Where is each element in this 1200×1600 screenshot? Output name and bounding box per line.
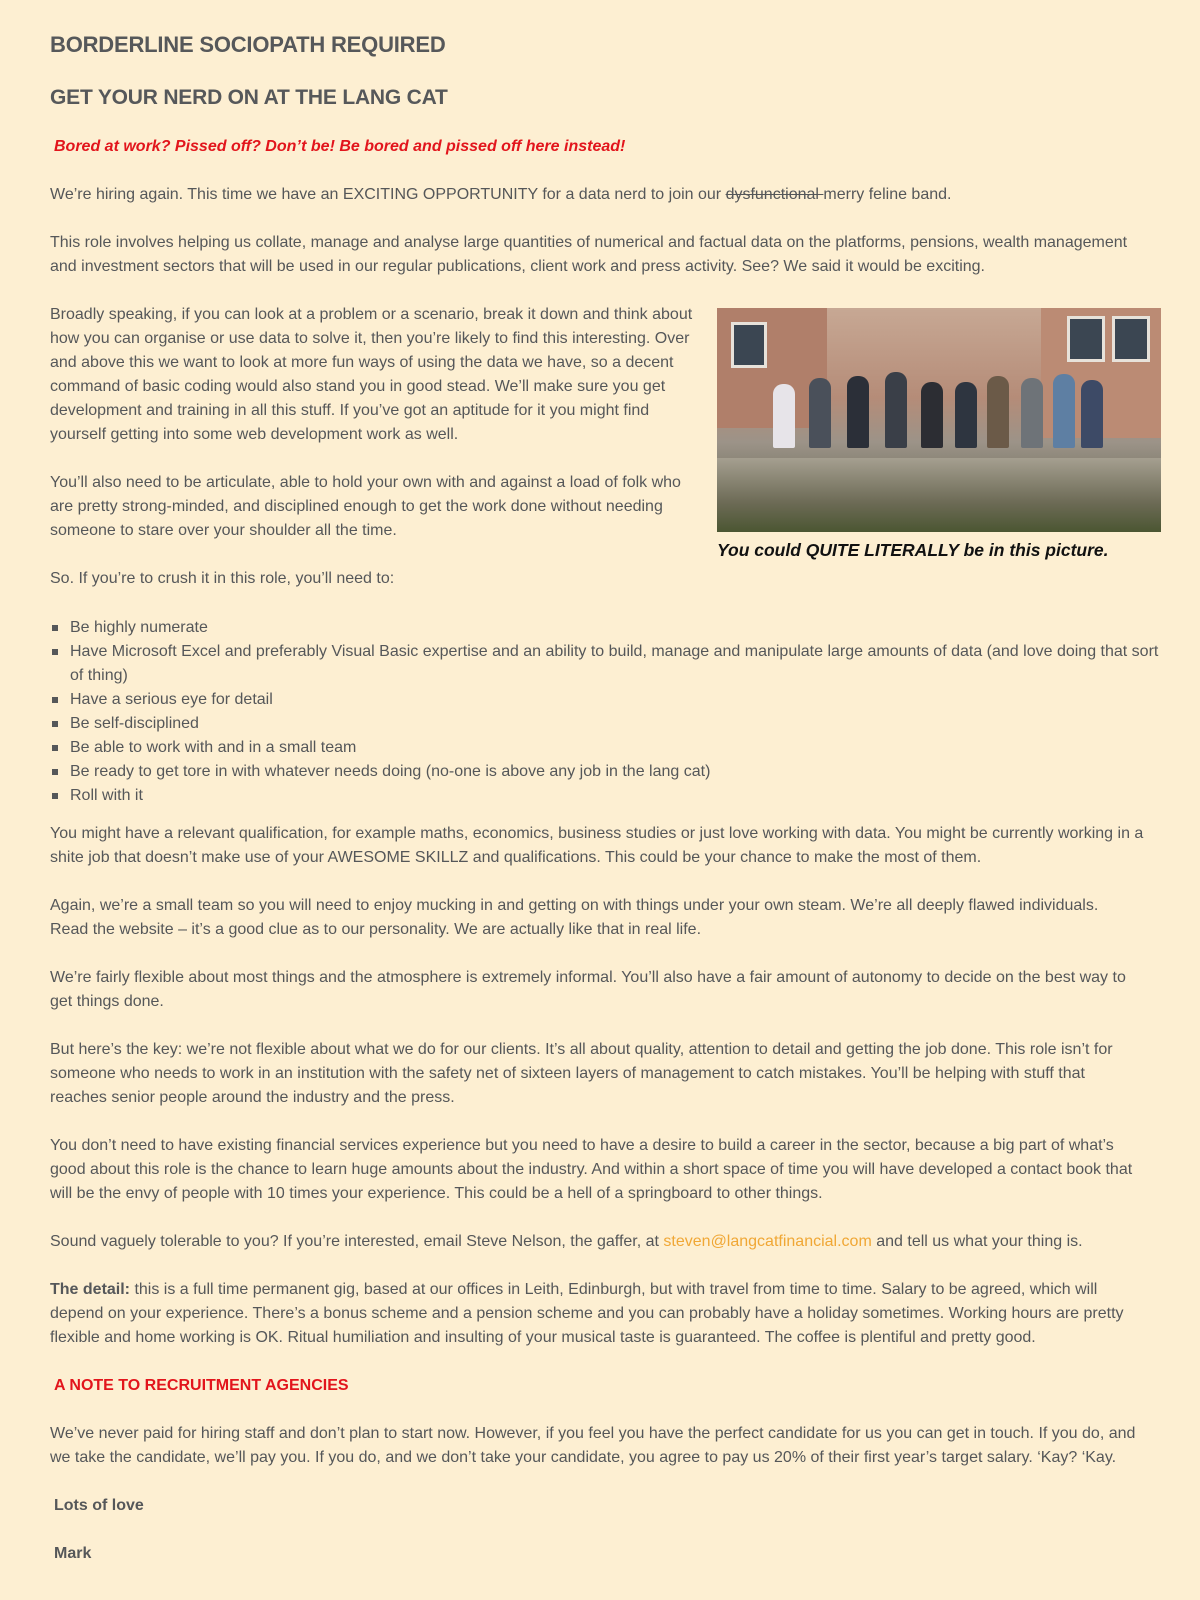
page-subtitle: GET YOUR NERD ON AT THE LANG CAT <box>50 86 448 109</box>
intro-text-after: merry feline band. <box>823 186 952 203</box>
list-item: Have a serious eye for detail <box>50 688 1170 712</box>
tagline: Bored at work? Pissed off? Don’t be! Be bored and pissed off here instead! <box>54 138 626 155</box>
photo-window <box>1112 316 1150 362</box>
contact-text-before: Sound vaguely tolerable to you? If you’re interested, email Steve Nelson, the gaffer, at <box>50 1233 664 1250</box>
page-title: BORDERLINE SOCIOPATH REQUIRED <box>50 32 446 57</box>
list-item: Be self-disciplined <box>50 712 1170 736</box>
photo-person <box>1021 378 1043 448</box>
list-item: Be highly numerate <box>50 616 1170 640</box>
requirements-list <box>50 616 1170 808</box>
team-photo-figure <box>717 308 1161 562</box>
photo-person <box>773 384 795 448</box>
photo-person <box>1053 374 1075 448</box>
detail-label: The detail: <box>50 1281 131 1298</box>
photo-person <box>1081 380 1103 448</box>
photo-window <box>1067 316 1105 362</box>
experience-paragraph: You don’t need to have existing financial services experience but you need to have a desire to build a career in the sector, because a big part of what’s good about this role is the chance to learn huge amounts about the industry. And within a short space of time you will have developed a contact book that will be the envy of people with 10 times your experience. This could be a hell of a springboard to other things. <box>50 1137 1133 1202</box>
list-item: Be able to work with and in a small team <box>50 736 1170 760</box>
photo-person <box>955 382 977 448</box>
detail-text: this is a full time permanent gig, based at our offices in Leith, Edinburgh, but with travel from time to time. Salary to be agreed, which will depend on your experience. There’s a bonus scheme and a pension scheme and you can probably have a holiday sometimes. Working hours are pretty flexible and home working is OK. Ritual humiliation and insulting of your musical taste is guaranteed. The coffee is plentiful and pretty good. <box>50 1281 1124 1346</box>
photo-person <box>885 372 907 448</box>
key-paragraph: But here’s the key: we’re not flexible about what we do for our clients. It’s all about quality, attention to detail and getting the job done. This role isn’t for someone who needs to work in an institution with the safety net of sixteen layers of management to catch mistakes. You’ll be helping with stuff that reaches senior people around the industry and the press. <box>50 1041 1113 1106</box>
photo-quay-wall <box>717 458 1161 532</box>
intro-struck-text: dysfunctional <box>725 186 824 203</box>
detail-paragraph <box>50 1278 1130 1350</box>
intro-paragraph <box>50 183 1170 207</box>
team-photo <box>717 308 1161 532</box>
intro-text-before: We’re hiring again. This time we have an EXCITING OPPORTUNITY for a data nerd to join our <box>50 186 726 203</box>
photo-caption: You could QUITE LITERALLY be in this picture. <box>717 540 1109 560</box>
crush-paragraph: So. If you’re to crush it in this role, you’ll need to: <box>50 570 395 587</box>
list-item: Have Microsoft Excel and preferably Visual Basic expertise and an ability to build, manage and manipulate large amounts of data (and love doing that sort of thing) <box>50 640 1170 688</box>
team-paragraph: Again, we’re a small team so you will need to enjoy mucking in and getting on with things under your own steam. We’re all deeply flawed individuals. Read the website – it’s a good clue as to our personality. We are actually like that in real life. <box>50 897 1099 938</box>
broadly-paragraph: Broadly speaking, if you can look at a problem or a scenario, break it down and think about how you can organise or use data to solve it, then you’re likely to find this interesting. Over and above this we want to look at more fun ways of using the data we have, so a decent command of basic coding would also stand you in good stead. We’ll make sure you get development and training in all this stuff. If you’ve got an aptitude for it you might find yourself getting into some web development work as well. <box>50 306 693 443</box>
contact-paragraph <box>50 1230 1160 1254</box>
photo-person <box>987 376 1009 448</box>
signature: Mark <box>54 1545 92 1562</box>
photo-person <box>809 378 831 448</box>
agencies-paragraph: We’ve never paid for hiring staff and don’t plan to start now. However, if you feel you have the perfect candidate for us you can get in touch. If you do, and we take the candidate, we’ll pay you. If you do, and we don’t take your candidate, you agree to pay us 20% of their first year’s target salary. ‘Kay? ‘Kay. <box>50 1425 1136 1466</box>
photo-person <box>847 376 869 448</box>
flexible-paragraph: We’re fairly flexible about most things and the atmosphere is extremely informal. You’ll also have a fair amount of autonomy to decide on the best way to get things done. <box>50 969 1126 1010</box>
articulate-paragraph: You’ll also need to be articulate, able to hold your own with and against a load of folk who are pretty strong-minded, and disciplined enough to get the work done without needing someone to stare over your shoulder all the time. <box>50 474 681 539</box>
list-item: Be ready to get tore in with whatever needs doing (no-one is above any job in the lang cat) <box>50 760 1170 784</box>
photo-window <box>731 322 767 368</box>
email-link[interactable]: steven@langcatfinancial.com <box>663 1233 872 1250</box>
agencies-heading: A NOTE TO RECRUITMENT AGENCIES <box>54 1377 349 1394</box>
photo-person <box>921 382 943 448</box>
list-item: Roll with it <box>50 784 1170 808</box>
role-paragraph: This role involves helping us collate, manage and analyse large quantities of numerical and factual data on the platforms, pensions, wealth management and investment sectors that will be used in our regular publications, client work and press activity. See? We said it would be exciting. <box>50 234 1128 275</box>
contact-text-after: and tell us what your thing is. <box>871 1233 1083 1250</box>
qualification-paragraph: You might have a relevant qualification, for example maths, economics, business studies or just love working with data. You might be currently working in a shite job that doesn’t make use of your AWESOME SKILLZ and qualifications. This could be your chance to make the most of them. <box>50 825 1144 866</box>
signoff: Lots of love <box>54 1497 144 1514</box>
